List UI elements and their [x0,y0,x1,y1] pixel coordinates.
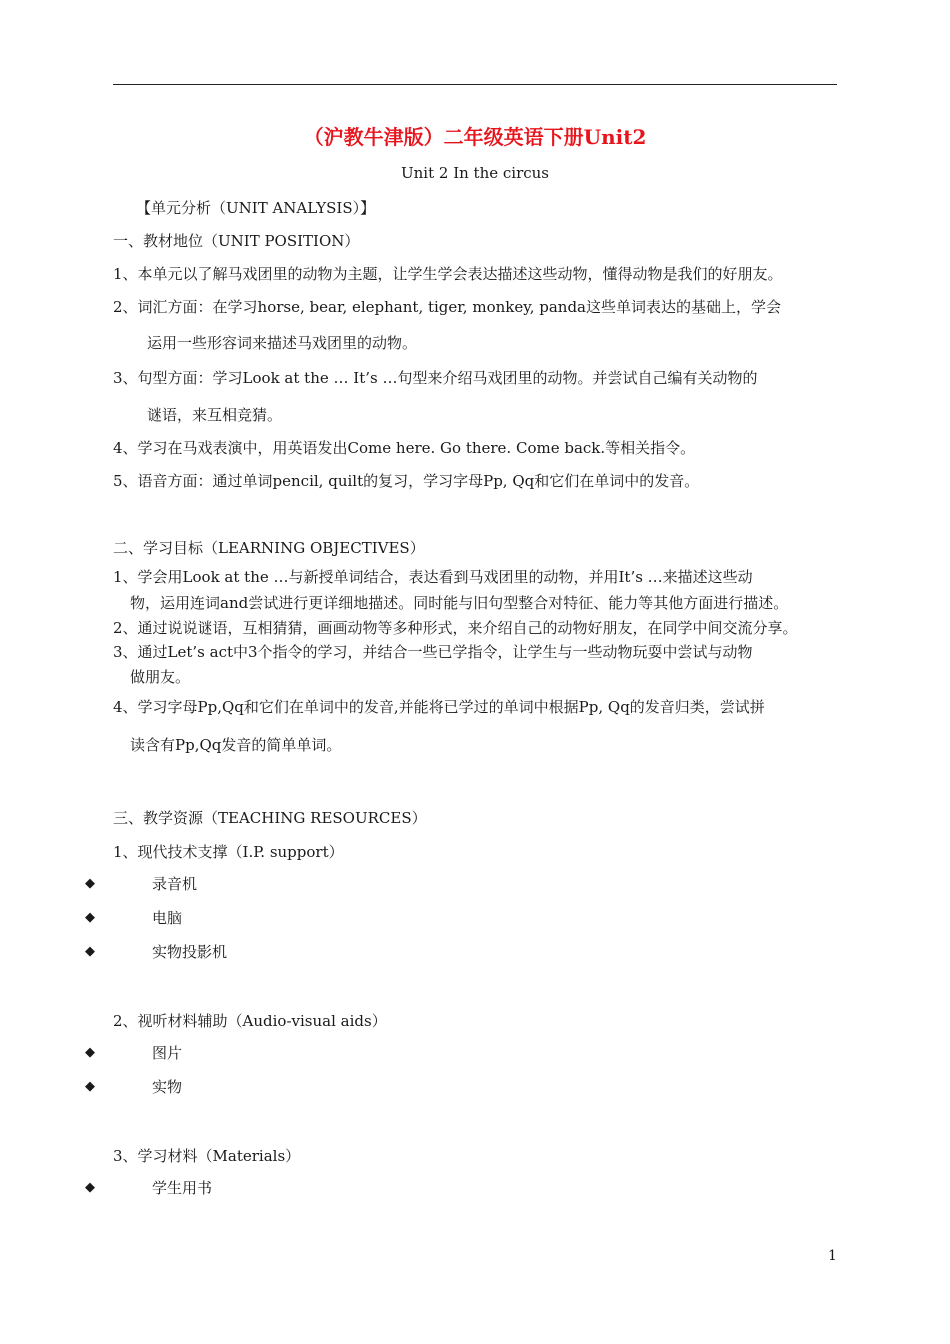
section1-item: 谜语，来互相竞猜。 [147,406,283,424]
section3-sub3: 3、学习材料（Materials） [113,1147,301,1165]
section2-item: 1、学会用Look at the …与新授单词结合，表达看到马戏团里的动物，并用It’s …来描述这些动 [113,568,753,586]
section1-heading: 一、教材地位（UNIT POSITION） [113,232,360,250]
section1-item: 运用一些形容词来描述马戏团里的动物。 [147,334,418,352]
section3-sub1: 1、现代技术支撑（I.P. support） [113,843,344,861]
diamond-bullet-icon: ◆ [85,910,95,925]
section1-item: 2、词汇方面：在学习horse, bear, elephant, tiger, monkey, panda这些单词表达的基础上，学会 [113,298,781,316]
diamond-bullet-icon: ◆ [85,1079,95,1094]
header-rule [113,84,837,85]
diamond-bullet-icon: ◆ [85,1180,95,1195]
section1-item: 4、学习在马戏表演中，用英语发出Come here. Go there. Come back.等相关指令。 [113,439,696,457]
resource-item: 实物投影机 [152,943,228,961]
section1-item: 3、句型方面：学习Look at the … It’s …句型来介绍马戏团里的动物。并尝试自己编有关动物的 [113,369,758,387]
resource-item: 图片 [152,1044,183,1062]
diamond-bullet-icon: ◆ [85,876,95,891]
resource-item: 录音机 [152,875,198,893]
section2-item: 4、学习字母Pp,Qq和它们在单词中的发音,并能将已学过的单词中根据Pp, Qq的发音归类，尝试拼 [113,698,765,716]
section2-item: 做朋友。 [130,668,191,686]
section2-item: 2、通过说说谜语，互相猜猜，画画动物等多种形式，来介绍自己的动物好朋友，在同学中间交流分享。 [113,619,798,637]
section2-item: 读含有Pp,Qq发音的简单单词。 [130,736,342,754]
page-number: 1 [828,1248,837,1264]
resource-item: 学生用书 [152,1179,213,1197]
section2-heading: 二、学习目标（LEARNING OBJECTIVES） [113,539,425,557]
section3-heading: 三、教学资源（TEACHING RESOURCES） [113,809,427,827]
diamond-bullet-icon: ◆ [85,944,95,959]
section2-item: 物，运用连词and尝试进行更详细地描述。同时能与旧句型整合对特征、能力等其他方面进行描述。 [130,594,789,612]
section3-sub2: 2、视听材料辅助（Audio-visual aids） [113,1012,387,1030]
diamond-bullet-icon: ◆ [85,1045,95,1060]
document-title: （沪教牛津版）二年级英语下册Unit2 [303,125,647,149]
resource-item: 实物 [152,1078,183,1096]
section1-item: 1、本单元以了解马戏团里的动物为主题，让学生学会表达描述这些动物，懂得动物是我们的好朋友。 [113,265,783,283]
unit-analysis-heading: 【单元分析（UNIT ANALYSIS）】 [136,199,376,217]
resource-item: 电脑 [152,909,183,927]
section2-item: 3、通过Let’s act中3个指令的学习，并结合一些已学指令，让学生与一些动物玩耍中尝试与动物 [113,643,753,661]
document-subtitle: Unit 2 In the circus [400,164,550,182]
section1-item: 5、语音方面：通过单词pencil, quilt的复习，学习字母Pp, Qq和它们在单词中的发音。 [113,472,700,490]
